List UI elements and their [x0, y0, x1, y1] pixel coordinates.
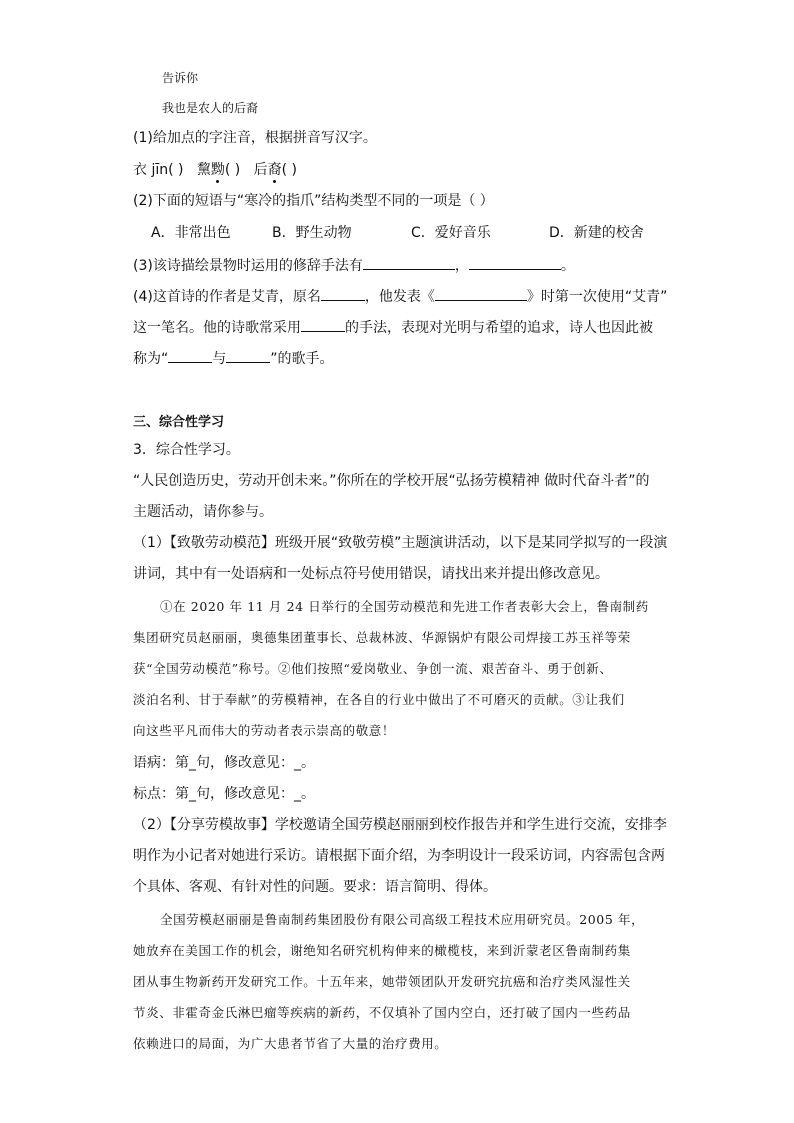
bio-text-line: 她放弃在美国工作的机会，谢绝知名研究机构伸来的橄榄枝，来到沂蒙老区鲁南制药集	[133, 943, 631, 958]
intro-line: 主题活动，请你参与。	[133, 504, 273, 520]
question-2-title: (2)下面的短语与“寒冷的指爪”结构类型不同的一项是（ ）	[133, 193, 494, 209]
q4-text: 称为“	[133, 351, 169, 367]
part-2-prompt: （2）【分享劳模故事】学校邀请全国劳模赵丽丽到校作报告并和学生进行交流，安排李	[133, 817, 667, 833]
intro-line: “人民创造历史，劳动开创未来。”你所在的学校开展“弘扬劳模精神 做时代奋斗者”的	[133, 473, 650, 489]
option-d: D．新建的校舍	[549, 225, 644, 241]
option-a: A．非常出色	[151, 225, 231, 241]
question-4-line-3	[133, 348, 334, 369]
q3-end: 。	[560, 258, 575, 274]
speech-text-line: 获“全国劳动模范”称号。②他们按照“爱岗敬业、争创一流、艰苦奋斗、勇于创新、	[133, 661, 613, 676]
part-1-prompt: 讲词，其中有一处语病和一处标点符号使用错误，请找出来并提出修改意见。	[133, 566, 609, 582]
q1-item-char: 后	[253, 162, 268, 178]
speech-text-line: ①在 2020 年 11 月 24 日举行的全国劳动模范和先进工作者表彰大会上，鲁南制药	[160, 599, 649, 614]
part-1-prompt: （1）【致敬劳动模范】班级开展“致敬劳模”主题演讲活动，以下是某同学拟写的一段演	[133, 535, 668, 551]
q3-text: (3)该诗描绘景物时运用的修辞手法有	[133, 258, 363, 274]
poem-line: 告诉你	[162, 71, 199, 85]
speech-text-line: 淡泊名利、甘于奉献”的劳模精神，在各自的行业中做出了不可磨灭的贡献。③让我们	[133, 692, 625, 707]
answer-blank[interactable]	[301, 317, 345, 332]
answer-blank[interactable]	[363, 255, 455, 270]
q4-text: 》时第一次使用“艾青”	[526, 289, 668, 305]
part-2-prompt: 个具体、客观、有针对性的问题。要求：语言简明、得体。	[133, 879, 497, 895]
bio-text-line: 全国劳模赵丽丽是鲁南制药集团股份有限公司高级工程技术应用研究员。2005 年，	[160, 912, 645, 927]
part-2-prompt: 明作为小记者对她进行采访。请根据下面介绍，为李明设计一段采访词，内容需包含两	[133, 848, 665, 864]
answer-line-grammar: 语病：第_句，修改意见：_。	[133, 755, 315, 771]
q1-pinyin: jīn	[151, 162, 169, 178]
q4-text: 的手法，表现对光明与希望的追求，诗人也因此被	[345, 320, 653, 336]
section-heading: 三、综合性学习	[133, 415, 225, 430]
q4-text: 这一笔名。他的诗歌常采用	[133, 320, 301, 336]
question-4-line-1	[133, 286, 667, 307]
option-c: C．爱好音乐	[411, 225, 491, 241]
answer-blank[interactable]	[469, 255, 561, 270]
answer-blank[interactable]	[226, 348, 270, 363]
question-3	[133, 255, 575, 276]
bio-text-line: 节炎、非霍奇金氏淋巴瘤等疾病的新药，不仅填补了国内空白，还打破了国内一些药品	[133, 1005, 631, 1020]
q1-answer-paren: ( )	[224, 162, 241, 178]
question-1-title: (1)给加点的字注音，根据拼音写汉字。	[133, 130, 377, 146]
speech-text-line: 向这些平凡而伟大的劳动者表示崇高的敬意！	[133, 723, 396, 738]
q4-text: ”的歌手。	[270, 351, 334, 367]
speech-text-line: 集团研究员赵丽丽，奥德集团董事长、总裁林波、华源锅炉有限公司焊接工苏玉祥等荣	[133, 630, 631, 645]
q1-dotted-char: 裔	[267, 162, 282, 178]
q1-answer-paren: ( )	[168, 162, 184, 178]
question-number: 3．综合性学习。	[133, 442, 240, 458]
bio-text-line: 团从事生物新药开发研究工作。十五年来，她带领团队开发研究抗癌和治疗类风湿性关	[133, 974, 631, 989]
q4-text: (4)这首诗的作者是艾青，原名	[133, 289, 321, 305]
q1-item-prefix: 衣	[133, 162, 152, 178]
option-b: B．野生动物	[272, 225, 352, 241]
q3-separator: ，	[454, 258, 469, 274]
q1-item-char: 黧	[196, 162, 211, 178]
q4-text: 与	[212, 351, 227, 367]
question-1-items	[133, 160, 297, 180]
answer-blank[interactable]	[321, 286, 365, 301]
poem-line: 我也是农人的后裔	[162, 101, 259, 115]
answer-line-punctuation: 标点：第_句，修改意见：_。	[133, 786, 315, 802]
answer-blank[interactable]	[168, 348, 212, 363]
answer-blank[interactable]	[435, 286, 527, 301]
q1-answer-paren: ( )	[281, 162, 297, 178]
q1-dotted-char: 黝	[210, 162, 225, 178]
bio-text-line: 依赖进口的局面，为广大患者节省了大量的治疗费用。	[133, 1036, 448, 1051]
q4-text: ，他发表《	[364, 289, 435, 305]
question-4-line-2	[133, 317, 653, 338]
